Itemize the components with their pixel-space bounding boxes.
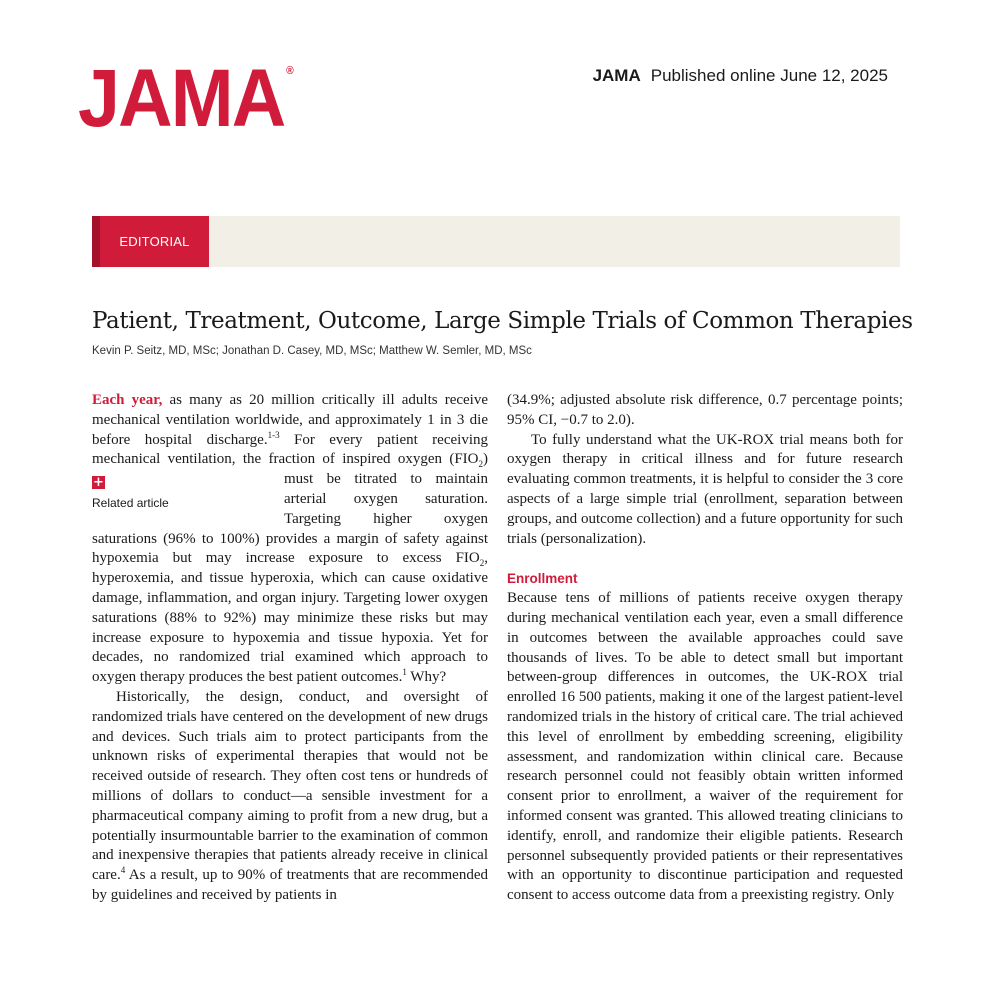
paragraph: Because tens of millions of patients receive oxygen therapy during mechanical ventilation each year, even a small difference in outcomes between the available approaches could save thousands of lives. To be able to detect small but important between-group differences in outcomes, the UK-ROX trial enrolled 16 500 patients, making it one of the largest patient-level randomized trials in the history of critical care. The trial achieved this level of enrollment by embedding screening, eligibility assessment, and randomization within clinical care. Because research personnel could not feasibly obtain written informed consent prior to enrollment, a waiver of the requirement for informed consent was granted. This allowed treating clinicians to identify, enroll, and randomize their eligible patients. Research personnel subsequently provided patients or their representatives with an opportunity to discontinue participation and requested consent to access outcome data from a preexisting registry. Only [507, 590, 903, 904]
left-column [92, 391, 488, 906]
paragraph: Each year, as many as 20 million critically ill adults receive mechanical ventilation worldwide, and approximately 1 in 3 die before hospital discharge.$^{1-3}$ For every patient receiving mechanical ventilation, the fraction of inspired oxygen ($FIO_2$ + Related article ) must be titrated to maintain arterial oxygen saturation. Targeting higher oxygen saturations (96% to 100%) provides a margin of safety against hypoxemia but may increase exposure to excess $FIO_2$, hyperoxemia, and tissue hyperoxia, which can cause oxidative damage, inflammation, and organ injury. Targeting lower oxygen saturations (88% to 92%) may minimize these risks but may increase exposure to hypoxemia and tissue hypoxia. Yet for decades, no randomized trial examined which approach to oxygen therapy produces the best patient outcomes.$^1$ Why? [92, 392, 488, 686]
article-type-band [92, 216, 900, 267]
paragraph: Historically, the design, conduct, and oversight of randomized trials have centered on the development of new drugs and devices. Such trials aim to protect participants from the unknown risks of experimental therapies that would not be received outside of research. They often cost tens or hundreds of millions of dollars to conduct—a sensible investment for a pharmaceutical company aiming to profit from a new drug, but a potentially insurmountable barrier to the examination of common and inexpensive therapies that patients already receive in clinical care.$^4$ As a result, up to 90% of treatments that are recommended by guidelines and received by patients in [92, 688, 488, 903]
citation[interactable]: 1 [402, 667, 407, 678]
related-article-label: Related article [92, 496, 169, 511]
journal-name: JAMA [592, 66, 641, 85]
editorial-tag: EDITORIAL [92, 216, 209, 267]
author-list: Kevin P. Seitz, MD, MSc; Jonathan D. Casey, MD, MSc; Matthew W. Semler, MD, MSc [92, 345, 532, 357]
registered-mark: ® [286, 65, 294, 77]
lead-in: Each year, [92, 392, 163, 408]
paragraph: (34.9%; adjusted absolute risk difference, 0.7 percentage points; 95% CI, −0.7 to 2.0). [507, 392, 903, 428]
right-column [507, 391, 903, 906]
article-title: Patient, Treatment, Outcome, Large Simple Trials of Common Therapies [92, 308, 913, 334]
publication-date: Published online June 12, 2025 [650, 66, 888, 85]
citation[interactable]: 4 [120, 865, 126, 876]
publication-line [593, 66, 888, 86]
jama-logo: JAMA ® [78, 53, 294, 144]
related-article-link[interactable] [92, 472, 284, 528]
section-heading: Enrollment [507, 571, 578, 587]
plus-icon: + [93, 475, 104, 491]
paragraph: To fully understand what the UK-ROX trial means both for oxygen therapy in critical illness and for future research evaluating common treatments, it is helpful to consider the 3 core aspects of a large simple trial (enrollment, separation between groups, and outcome collection) and a future opportunity for such trials (personalization). [507, 431, 903, 547]
citation[interactable]: 1-3 [267, 429, 280, 440]
